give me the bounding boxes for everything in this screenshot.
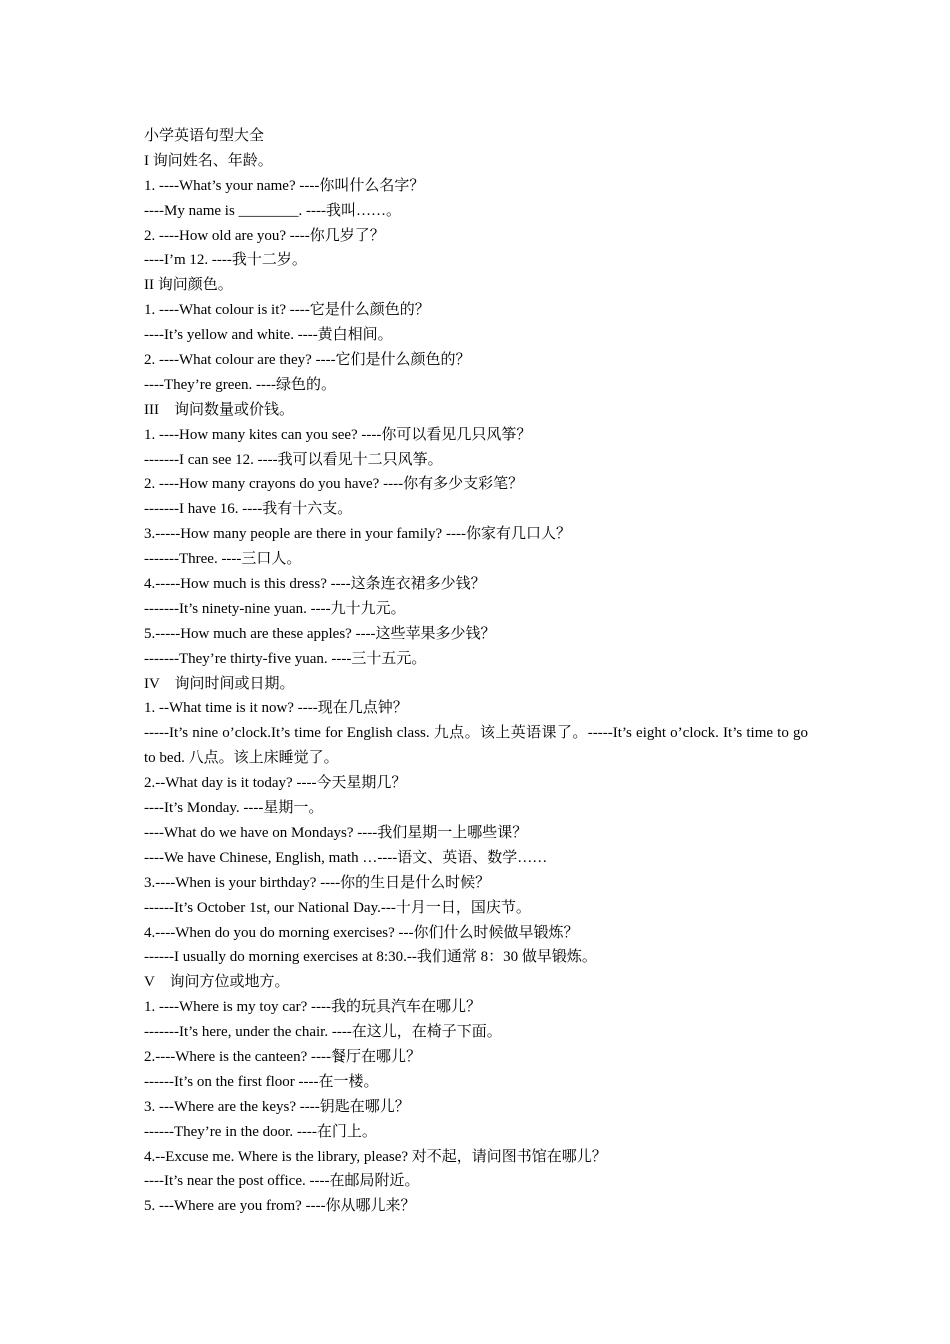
section-heading: V 询问方位或地方。 — [144, 974, 290, 991]
text-line: -------They’re thirty-five yuan. ----三十五元。 — [144, 650, 427, 667]
text-line: -------It’s here, under the chair. ----在这儿，在椅子下面。 — [144, 1024, 502, 1041]
section-heading: II 询问颜色。 — [144, 277, 233, 294]
text-line: 4.--Excuse me. Where is the library, please? 对不起，请问图书馆在哪儿？ — [144, 1148, 607, 1165]
text-line: 4.-----How much is this dress? ----这条连衣裙多少钱？ — [144, 576, 486, 593]
text-paragraph: -----It’s nine o’clock.It’s time for English class. 九点。该上英语课了。-----It’s eight o’clock. It’s time to go to bed. 八点。该上床睡觉了。 — [144, 725, 808, 767]
text-line: ------They’re in the door. ----在门上。 — [144, 1123, 377, 1140]
text-line: ----It’s near the post office. ----在邮局附近。 — [144, 1173, 420, 1190]
document-title: 小学英语句型大全 — [144, 128, 265, 144]
text-line: 1. --What time is it now? ----现在几点钟？ — [144, 700, 408, 717]
text-line: 2.----Where is the canteen? ----餐厅在哪儿？ — [144, 1048, 421, 1065]
section-heading: I 询问姓名、年龄。 — [144, 152, 273, 169]
section-heading: III 询问数量或价钱。 — [144, 401, 294, 418]
text-line: -------Three. ----三口人。 — [144, 551, 302, 568]
text-line: 1. ----Where is my toy car? ----我的玩具汽车在哪儿？ — [144, 999, 481, 1016]
text-line: ------It’s on the first floor ----在一楼。 — [144, 1073, 379, 1090]
text-line: ----We have Chinese, English, math …----语文、英语、数学…… — [144, 849, 548, 866]
text-line: 1. ----What colour is it? ----它是什么颜色的？ — [144, 302, 430, 319]
text-line: -------I can see 12. ----我可以看见十二只风筝。 — [144, 451, 443, 468]
text-line: 1. ----What’s your name? ----你叫什么名字？ — [144, 177, 425, 194]
text-line: 3. ---Where are the keys? ----钥匙在哪儿？ — [144, 1098, 410, 1115]
text-line: 5. ---Where are you from? ----你从哪儿来？ — [144, 1198, 416, 1215]
text-line: ----It’s yellow and white. ----黄白相间。 — [144, 327, 393, 344]
text-line: ----It’s Monday. ----星期一。 — [144, 800, 324, 817]
text-line: -------I have 16. ----我有十六支。 — [144, 501, 353, 518]
text-line: ----I’m 12. ----我十二岁。 — [144, 252, 307, 269]
text-line: ------It’s October 1st, our National Day.---十月一日，国庆节。 — [144, 899, 531, 916]
text-line: ------I usually do morning exercises at 8:30.--我们通常 8：30 做早锻炼。 — [144, 949, 597, 966]
text-line: 2. ----What colour are they? ----它们是什么颜色的？ — [144, 352, 471, 369]
text-line: -------It’s ninety-nine yuan. ----九十九元。 — [144, 600, 406, 617]
text-line: ----My name is ________. ----我叫……。 — [144, 202, 402, 219]
text-line: 2. ----How many crayons do you have? ----你有多少支彩笔？ — [144, 476, 524, 493]
text-line: ----What do we have on Mondays? ----我们星期一上哪些课？ — [144, 824, 528, 841]
document-page — [144, 124, 808, 1219]
text-line: 4.----When do you do morning exercises? ---你们什么时候做早锻炼？ — [144, 924, 579, 941]
text-line: ----They’re green. ----绿色的。 — [144, 376, 336, 393]
text-line: 1. ----How many kites can you see? ----你可以看见几只风筝？ — [144, 426, 532, 443]
text-line: 3.-----How many people are there in your family? ----你家有几口人？ — [144, 526, 571, 543]
text-line: 2. ----How old are you? ----你几岁了？ — [144, 227, 385, 244]
text-line: 2.--What day is it today? ----今天星期几？ — [144, 775, 407, 792]
section-heading: IV 询问时间或日期。 — [144, 675, 295, 692]
text-line: 5.-----How much are these apples? ----这些苹果多少钱？ — [144, 625, 496, 642]
text-line: 3.----When is your birthday? ----你的生日是什么时候？ — [144, 874, 491, 891]
